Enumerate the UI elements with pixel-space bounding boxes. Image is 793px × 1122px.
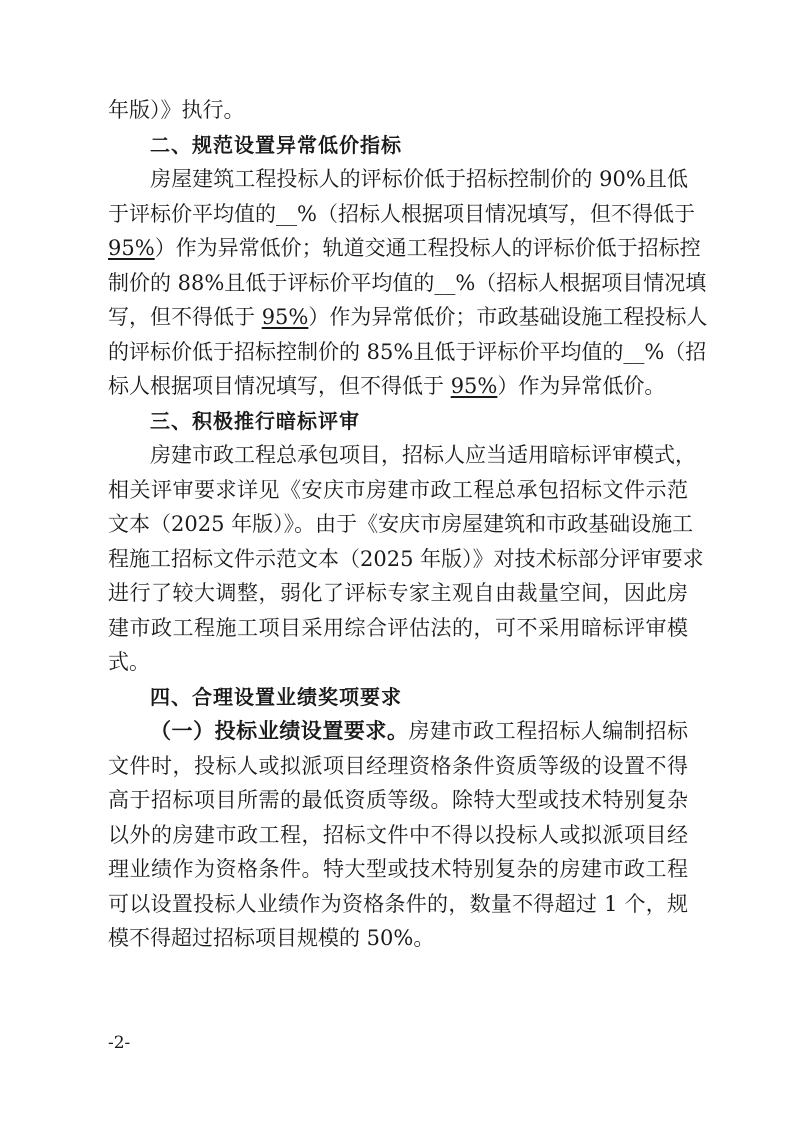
text-line: 房屋建筑工程投标人的评标价低于招标控制价的 90%且低: [150, 167, 688, 191]
paragraph-abnormal-low-price: [108, 162, 708, 404]
text-run: ）作为异常低价；市政基础设施工程投标人: [308, 305, 708, 329]
text-line: 进行了较大调整，弱化了评标专家主观自由裁量空间，因此房: [108, 581, 688, 605]
text-line: 模不得超过招标项目规模的 50%。: [108, 926, 435, 950]
text-line: 文本（2025 年版）》。由于《安庆市房屋建筑和市政基础设施工: [108, 512, 694, 536]
text-line: 于评标价平均值的__%（招标人根据项目情况填写，但不得低于: [108, 201, 695, 226]
text-line: 年版）》执行。: [108, 98, 245, 122]
underlined-value: 95%: [108, 236, 155, 260]
text-run: ）作为异常低价；轨道交通工程投标人的评标价低于招标控: [154, 236, 701, 260]
text-line: [108, 714, 688, 749]
text-line: 房建市政工程总承包项目，招标人应当适用暗标评审模式，: [150, 443, 696, 467]
text-line: 的评标价低于招标控制价的 85%且低于评标价平均值的__%（招: [108, 339, 707, 364]
text-run: 房建市政工程招标人编制招标: [408, 719, 688, 743]
text-run: ）作为异常低价。: [497, 374, 666, 398]
text-line: 程施工招标文件示范文本（2025 年版）》对技术标部分评审要求: [108, 546, 704, 571]
section-heading-3: 三、积极推行暗标评审: [150, 408, 360, 433]
text-line: 文件时，投标人或拟派项目经理资格条件资质等级的设置不得: [108, 753, 688, 778]
text-line: 建市政工程施工项目采用综合评估法的，可不采用暗标评审模: [108, 615, 688, 640]
paragraph-blind-review: [108, 438, 704, 680]
text-line: [108, 231, 701, 266]
underlined-value: 95%: [450, 374, 498, 398]
subsection-title: （一）投标业绩设置要求。: [150, 719, 409, 743]
text-run: 标人根据项目情况填写，但不得低于: [108, 374, 451, 398]
underlined-value: 95%: [261, 305, 309, 329]
text-line: 可以设置投标人业绩作为资格条件的，数量不得超过 1 个，规: [108, 891, 688, 916]
text-line: 制价的 88%且低于评标价平均值的__%（招标人根据项目情况填: [108, 270, 707, 295]
section-heading-2: 二、规范设置异常低价指标: [150, 132, 402, 157]
text-line: 高于招标项目所需的最低资质等级。除特大型或技术特别复杂: [108, 788, 688, 812]
text-line: [108, 300, 708, 335]
section-heading-4: 四、合理设置业绩奖项要求: [150, 684, 402, 709]
text-line: 理业绩作为资格条件。特大型或技术特别复杂的房建市政工程: [108, 857, 688, 881]
text-run: 写，但不得低于: [108, 305, 262, 329]
text-line: [108, 369, 688, 404]
paragraph-continuation: [108, 93, 688, 128]
text-line: 相关评审要求详见《安庆市房建市政工程总承包招标文件示范: [108, 477, 688, 502]
document-body: [108, 93, 708, 956]
text-line: 以外的房建市政工程，招标文件中不得以投标人或拟派项目经: [108, 822, 688, 847]
text-line: 式。: [108, 650, 150, 674]
paragraph-performance-requirements: [108, 714, 688, 956]
page-number: -2-: [108, 1033, 131, 1053]
